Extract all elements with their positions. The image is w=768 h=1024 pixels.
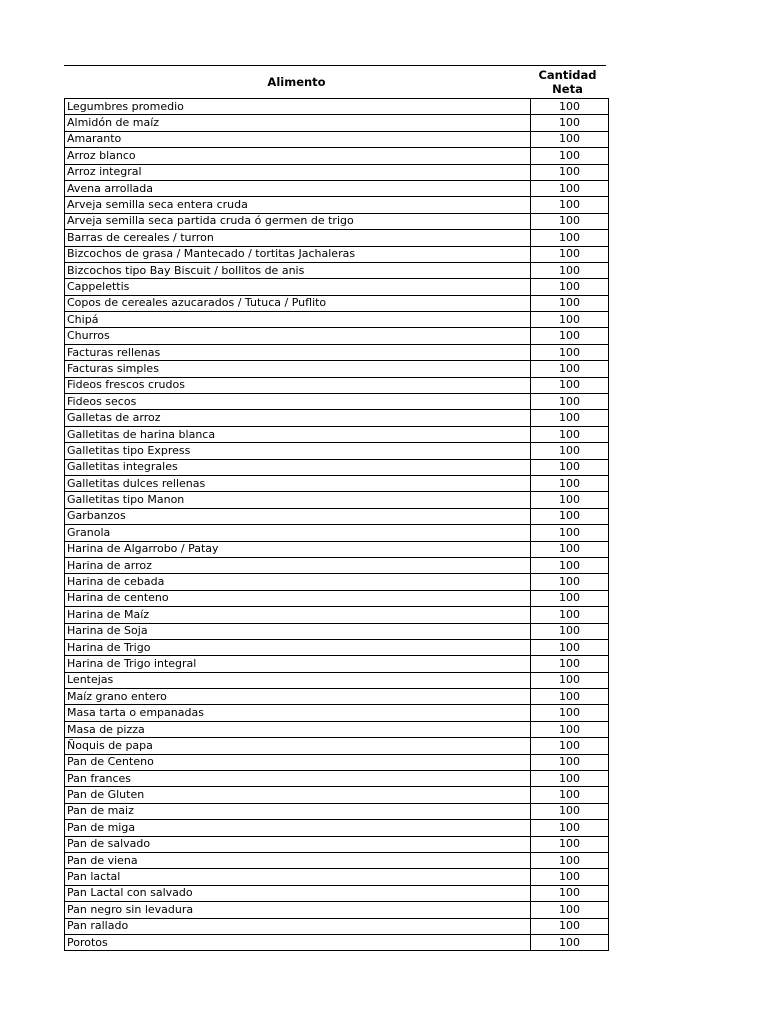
table-row	[65, 475, 609, 491]
table-row	[65, 459, 609, 475]
table-row	[65, 918, 609, 934]
food-table	[64, 98, 609, 951]
food-name-cell: Barras de cereales / turron	[65, 230, 531, 246]
quantity-cell: 100	[531, 607, 609, 623]
table-row	[65, 869, 609, 885]
table-row	[65, 328, 609, 344]
table-row	[65, 754, 609, 770]
table-row	[65, 738, 609, 754]
table-row	[65, 213, 609, 229]
quantity-cell: 100	[531, 230, 609, 246]
table-row	[65, 115, 609, 131]
table-row	[65, 508, 609, 524]
quantity-cell: 100	[531, 656, 609, 672]
table-row	[65, 295, 609, 311]
food-name-cell: Pan Lactal con salvado	[65, 885, 531, 901]
table-row	[65, 705, 609, 721]
quantity-cell: 100	[531, 934, 609, 950]
table-row	[65, 934, 609, 950]
food-name-cell: Legumbres promedio	[65, 99, 531, 115]
quantity-cell: 100	[531, 885, 609, 901]
food-name-cell: Fideos secos	[65, 394, 531, 410]
table-row	[65, 557, 609, 573]
table-row	[65, 852, 609, 868]
quantity-cell: 100	[531, 459, 609, 475]
food-name-cell: Pan rallado	[65, 918, 531, 934]
quantity-cell: 100	[531, 246, 609, 262]
quantity-cell: 100	[531, 787, 609, 803]
quantity-cell: 100	[531, 344, 609, 360]
food-name-cell: Harina de Trigo integral	[65, 656, 531, 672]
quantity-cell: 100	[531, 525, 609, 541]
food-name-cell: Maíz grano entero	[65, 689, 531, 705]
table-row	[65, 689, 609, 705]
food-name-cell: Harina de Maíz	[65, 607, 531, 623]
quantity-cell: 100	[531, 803, 609, 819]
food-name-cell: Facturas rellenas	[65, 344, 531, 360]
table-row	[65, 312, 609, 328]
header-quantity-line2: Neta	[552, 82, 583, 96]
table-row	[65, 246, 609, 262]
table-row	[65, 590, 609, 606]
food-name-cell: Pan lactal	[65, 869, 531, 885]
quantity-cell: 100	[531, 623, 609, 639]
food-table-body	[65, 99, 609, 951]
table-row	[65, 541, 609, 557]
food-name-cell: Harina de arroz	[65, 557, 531, 573]
quantity-cell: 100	[531, 295, 609, 311]
quantity-cell: 100	[531, 131, 609, 147]
table-row	[65, 836, 609, 852]
food-name-cell: Almidón de maíz	[65, 115, 531, 131]
quantity-cell: 100	[531, 721, 609, 737]
quantity-cell: 100	[531, 180, 609, 196]
food-name-cell: Ñoquis de papa	[65, 738, 531, 754]
food-name-cell: Galletitas integrales	[65, 459, 531, 475]
quantity-cell: 100	[531, 213, 609, 229]
quantity-cell: 100	[531, 836, 609, 852]
table-row	[65, 771, 609, 787]
food-name-cell: Pan de miga	[65, 820, 531, 836]
table-row	[65, 361, 609, 377]
table-row	[65, 787, 609, 803]
food-name-cell: Bizcochos tipo Bay Biscuit / bollitos de anis	[65, 262, 531, 278]
food-name-cell: Granola	[65, 525, 531, 541]
food-name-cell: Galletitas dulces rellenas	[65, 475, 531, 491]
table-row	[65, 492, 609, 508]
quantity-cell: 100	[531, 852, 609, 868]
quantity-cell: 100	[531, 738, 609, 754]
food-name-cell: Pan de maiz	[65, 803, 531, 819]
quantity-cell: 100	[531, 918, 609, 934]
quantity-cell: 100	[531, 574, 609, 590]
food-name-cell: Harina de Trigo	[65, 639, 531, 655]
quantity-cell: 100	[531, 443, 609, 459]
quantity-cell: 100	[531, 672, 609, 688]
quantity-cell: 100	[531, 99, 609, 115]
table-row	[65, 820, 609, 836]
food-name-cell: Harina de centeno	[65, 590, 531, 606]
quantity-cell: 100	[531, 902, 609, 918]
quantity-cell: 100	[531, 262, 609, 278]
quantity-cell: 100	[531, 197, 609, 213]
food-name-cell: Copos de cereales azucarados / Tutuca / Puflito	[65, 295, 531, 311]
quantity-cell: 100	[531, 492, 609, 508]
table-row	[65, 426, 609, 442]
quantity-cell: 100	[531, 557, 609, 573]
table-row	[65, 131, 609, 147]
quantity-cell: 100	[531, 279, 609, 295]
table-row	[65, 230, 609, 246]
food-name-cell: Arveja semilla seca entera cruda	[65, 197, 531, 213]
header-quantity-line1: Cantidad	[538, 68, 597, 82]
table-row	[65, 639, 609, 655]
quantity-cell: 100	[531, 705, 609, 721]
quantity-cell: 100	[531, 689, 609, 705]
table-row	[65, 443, 609, 459]
quantity-cell: 100	[531, 508, 609, 524]
table-row	[65, 574, 609, 590]
food-name-cell: Pan frances	[65, 771, 531, 787]
quantity-cell: 100	[531, 148, 609, 164]
table-row	[65, 344, 609, 360]
table-row	[65, 721, 609, 737]
food-name-cell: Avena arrollada	[65, 180, 531, 196]
table-row	[65, 164, 609, 180]
quantity-cell: 100	[531, 115, 609, 131]
table-row	[65, 394, 609, 410]
table-header	[64, 66, 606, 98]
quantity-cell: 100	[531, 394, 609, 410]
food-name-cell: Cappelettis	[65, 279, 531, 295]
table-row	[65, 262, 609, 278]
quantity-cell: 100	[531, 426, 609, 442]
food-name-cell: Fideos frescos crudos	[65, 377, 531, 393]
table-row	[65, 377, 609, 393]
food-name-cell: Galletas de arroz	[65, 410, 531, 426]
food-name-cell: Facturas simples	[65, 361, 531, 377]
food-name-cell: Arveja semilla seca partida cruda ó germen de trigo	[65, 213, 531, 229]
table-row	[65, 623, 609, 639]
quantity-cell: 100	[531, 328, 609, 344]
food-name-cell: Galletitas de harina blanca	[65, 426, 531, 442]
quantity-cell: 100	[531, 590, 609, 606]
table-row	[65, 672, 609, 688]
food-name-cell: Pan de viena	[65, 852, 531, 868]
quantity-cell: 100	[531, 541, 609, 557]
food-name-cell: Chipá	[65, 312, 531, 328]
table-row	[65, 902, 609, 918]
quantity-cell: 100	[531, 639, 609, 655]
quantity-cell: 100	[531, 754, 609, 770]
food-name-cell: Galletitas tipo Express	[65, 443, 531, 459]
food-name-cell: Masa tarta o empanadas	[65, 705, 531, 721]
table-row	[65, 197, 609, 213]
quantity-cell: 100	[531, 410, 609, 426]
food-name-cell: Lentejas	[65, 672, 531, 688]
food-name-cell: Arroz blanco	[65, 148, 531, 164]
food-name-cell: Galletitas tipo Manon	[65, 492, 531, 508]
quantity-cell: 100	[531, 164, 609, 180]
quantity-cell: 100	[531, 377, 609, 393]
table-row	[65, 656, 609, 672]
food-name-cell: Pan de Centeno	[65, 754, 531, 770]
food-name-cell: Harina de Soja	[65, 623, 531, 639]
table-row	[65, 410, 609, 426]
quantity-cell: 100	[531, 771, 609, 787]
table-row	[65, 885, 609, 901]
quantity-cell: 100	[531, 312, 609, 328]
food-name-cell: Arroz integral	[65, 164, 531, 180]
table-row	[65, 525, 609, 541]
food-name-cell: Amaranto	[65, 131, 531, 147]
food-name-cell: Churros	[65, 328, 531, 344]
table-row	[65, 99, 609, 115]
food-name-cell: Harina de Algarrobo / Patay	[65, 541, 531, 557]
food-name-cell: Harina de cebada	[65, 574, 531, 590]
quantity-cell: 100	[531, 475, 609, 491]
header-quantity	[529, 66, 606, 98]
table-row	[65, 607, 609, 623]
food-name-cell: Pan negro sin levadura	[65, 902, 531, 918]
table-row	[65, 148, 609, 164]
table-row	[65, 180, 609, 196]
food-name-cell: Garbanzos	[65, 508, 531, 524]
quantity-cell: 100	[531, 820, 609, 836]
header-food-label: Alimento	[267, 75, 326, 89]
food-name-cell: Masa de pizza	[65, 721, 531, 737]
food-name-cell: Pan de Gluten	[65, 787, 531, 803]
food-name-cell: Pan de salvado	[65, 836, 531, 852]
header-food	[64, 66, 529, 98]
table-row	[65, 803, 609, 819]
food-name-cell: Porotos	[65, 934, 531, 950]
quantity-cell: 100	[531, 869, 609, 885]
quantity-cell: 100	[531, 361, 609, 377]
food-name-cell: Bizcochos de grasa / Mantecado / tortitas Jachaleras	[65, 246, 531, 262]
table-row	[65, 279, 609, 295]
